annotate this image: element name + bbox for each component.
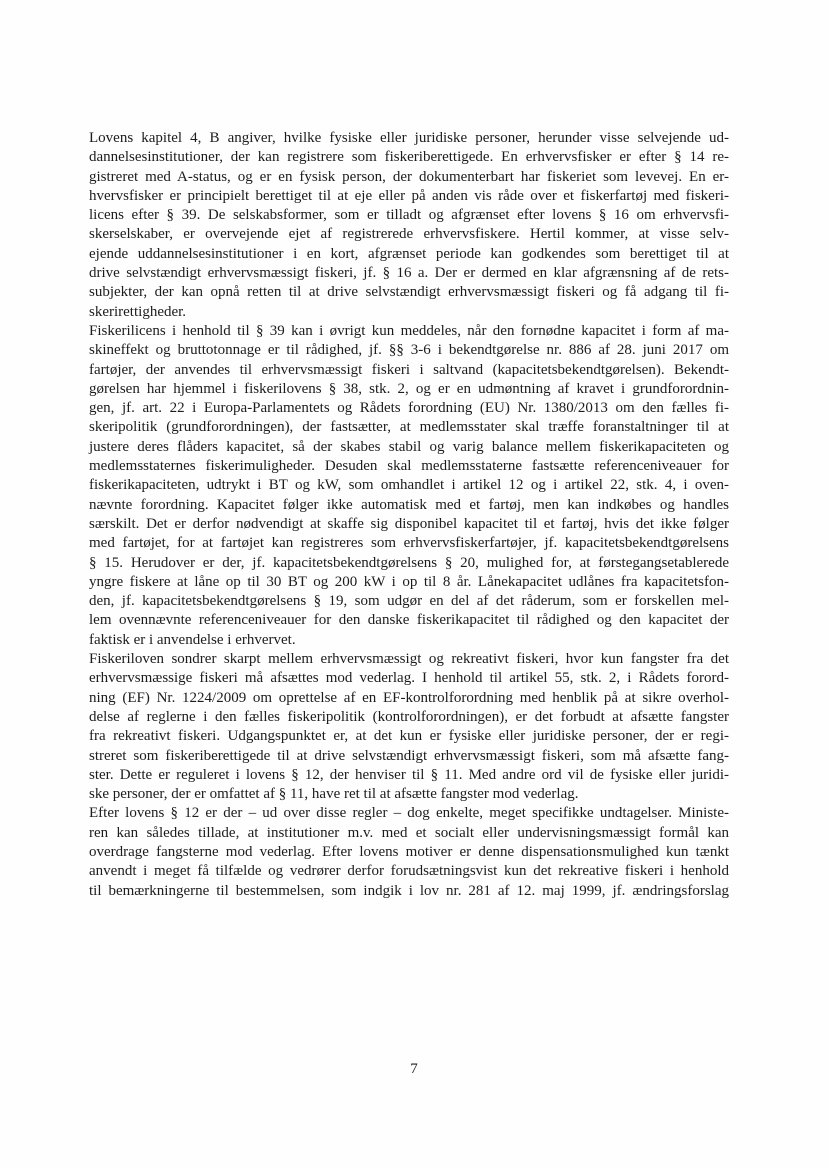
text-line: Lovens kapitel 4, B angiver, hvilke fysiske eller juridiske personer, herunder visse selvejende ud- xyxy=(89,130,729,146)
text-line: den, jf. kapacitetsbekendtgørelsens § 19, som udgør en del af det råderum, som er forskellen mel- xyxy=(89,593,729,610)
text-line: skerselskaber, er overvejende ejet af registrerede erhvervsfiskere. Hertil kommer, at visse selv- xyxy=(89,226,729,243)
text-line: med fartøjet, for at fartøjet kan registreres som erhvervsfiskerfartøjer, jf. kapacitetsbekendtgørelsens xyxy=(89,535,729,552)
text-line: ejende uddannelsesinstitutioner i en kort, afgrænset periode kan godkendes som berettiget til at xyxy=(89,245,729,262)
text-line: § 15. Herudover er der, jf. kapacitetsbekendtgørelsens § 20, mulighed for, at førstegangsetablerede xyxy=(89,554,729,571)
paragraph xyxy=(89,129,729,322)
paragraph xyxy=(89,322,729,650)
page-number: 7 xyxy=(410,1061,418,1077)
paragraph xyxy=(89,650,729,804)
text-line: anvendt i meget få tilfælde og vedrører derfor forudsætningsvist kun det rekreative fiskeri i henhold xyxy=(89,863,729,880)
text-line: fartøjer, der anvendes til erhvervsmæssigt fiskeri i saltvand (kapacitetsbekendtgørelsen). Bekendt- xyxy=(89,361,729,378)
text-line: ske personer, der er omfattet af § 11, have ret til at afsætte fangster mod vederlag. xyxy=(89,786,579,803)
paragraph xyxy=(89,804,729,900)
text-line: hvervsfisker er principielt berettiget til at eje eller på anden vis råde over et fiskerfartøj med fiskeri- xyxy=(89,187,729,204)
text-line: fiskerikapaciteten, udtrykt i BT og kW, som omhandlet i artikel 12 og i artikel 22, stk. 4, i oven- xyxy=(89,477,729,494)
text-line: licens efter § 39. De selskabsformer, som er tilladt og afgrænset efter lovens § 16 om erhvervsfi- xyxy=(89,207,729,224)
text-line: lem ovennævnte referenceniveauer for den danske fiskerikapacitet til rådighed og den kapacitet der xyxy=(89,612,729,629)
text-line: erhvervsmæssige fiskeri må afsættes mod vederlag. I henhold til artikel 55, stk. 2, i Rådets forord- xyxy=(89,670,729,687)
text-line: skerirettigheder. xyxy=(89,303,187,320)
text-line: Fiskeriloven sondrer skarpt mellem erhvervsmæssigt og rekreativt fiskeri, hvor kun fangster fra det xyxy=(89,651,729,668)
text-line: drive selvstændigt erhvervsmæssigt fiskeri, jf. § 16 a. Der er dermed en klar afgrænsning af de rets- xyxy=(89,265,729,282)
text-line: justere deres flåders kapacitet, så der skabes stabil og varig balance mellem fiskerikapaciteten og xyxy=(89,438,729,455)
text-line: gørelsen har hjemmel i fiskerilovens § 38, stk. 2, og er en udmøntning af kravet i grundforordnin- xyxy=(89,380,729,397)
text-line: Fiskerilicens i henhold til § 39 kan i øvrigt kun meddeles, når den fornødne kapacitet i form af ma- xyxy=(89,322,729,339)
text-line: ster. Dette er reguleret i lovens § 12, der henviser til § 11. Med andre ord vil de fysiske eller juridi- xyxy=(89,766,729,783)
text-line: skeripolitik (grundforordningen), der fastsætter, at medlemsstater skal træffe foranstaltninger til at xyxy=(89,419,729,436)
text-line: ning (EF) Nr. 1224/2009 om oprettelse af en EF-kontrolforordning med henblik på at sikre overhol- xyxy=(89,689,729,706)
text-line: dannelsesinstitutioner, der kan registrere som fiskeriberettigede. En erhvervsfisker er efter § 14 re- xyxy=(89,149,729,166)
text-line: ren kan således tillade, at institutioner m.v. med et socialt eller undervisningsmæssigt formål kan xyxy=(89,824,729,841)
text-line: gen, jf. art. 22 i Europa-Parlamentets og Rådets forordning (EU) Nr. 1380/2013 om den fælles fi- xyxy=(89,400,729,417)
text-line: streret som fiskeriberettigede til at drive selvstændigt erhvervsmæssigt fiskeri, som må afsætte fang- xyxy=(89,747,729,764)
text-line: subjekter, der kan opnå retten til at drive selvstændigt erhvervsmæssigt fiskeri og få adgang til fi- xyxy=(89,284,729,301)
text-line: delse af reglerne i den fælles fiskeripolitik (kontrolforordningen), er det forbudt at afsætte fangster xyxy=(89,708,729,725)
text-line: skineffekt og bruttotonnage er til rådighed, jf. §§ 3-6 i bekendtgørelse nr. 886 af 28. juni 2017 om xyxy=(89,342,729,359)
text-line: gistreret med A-status, og er en fysisk person, der dokumenterbart har fiskeriet som levevej. En er- xyxy=(89,168,729,185)
text-line: faktisk er i anvendelse i erhvervet. xyxy=(89,631,296,648)
text-line: Efter lovens § 12 er der – ud over disse regler – dog enkelte, meget specifikke undtagelser. Ministe- xyxy=(89,805,729,822)
text-line: fra rekreativt fiskeri. Udgangspunktet er, at det kun er fysiske eller juridiske personer, der er regi- xyxy=(89,728,729,745)
text-line: medlemsstaternes fiskerimuligheder. Desuden skal medlemsstaterne fastsætte referenceniveauer for xyxy=(89,458,729,475)
body-text xyxy=(89,129,729,901)
text-line: særskilt. Det er derfor nødvendigt at skaffe sig disponibel kapacitet til et fartøj, hvis det ikke følger xyxy=(89,515,729,532)
text-line: overdrage fangsterne mod vederlag. Efter lovens motiver er denne dispensationsmulighed kun tænkt xyxy=(89,843,729,860)
text-line: nævnte forordning. Kapacitet følger ikke automatisk med et fartøj, men kan indkøbes og handles xyxy=(89,496,729,513)
text-line: til bemærkningerne til bestemmelsen, som indgik i lov nr. 281 af 12. maj 1999, jf. ændringsforslag xyxy=(89,882,729,899)
text-line: yngre fiskere at låne op til 30 BT og 200 kW i op til 8 år. Lånekapacitet udlånes fra kapacitetsfon- xyxy=(89,573,729,590)
